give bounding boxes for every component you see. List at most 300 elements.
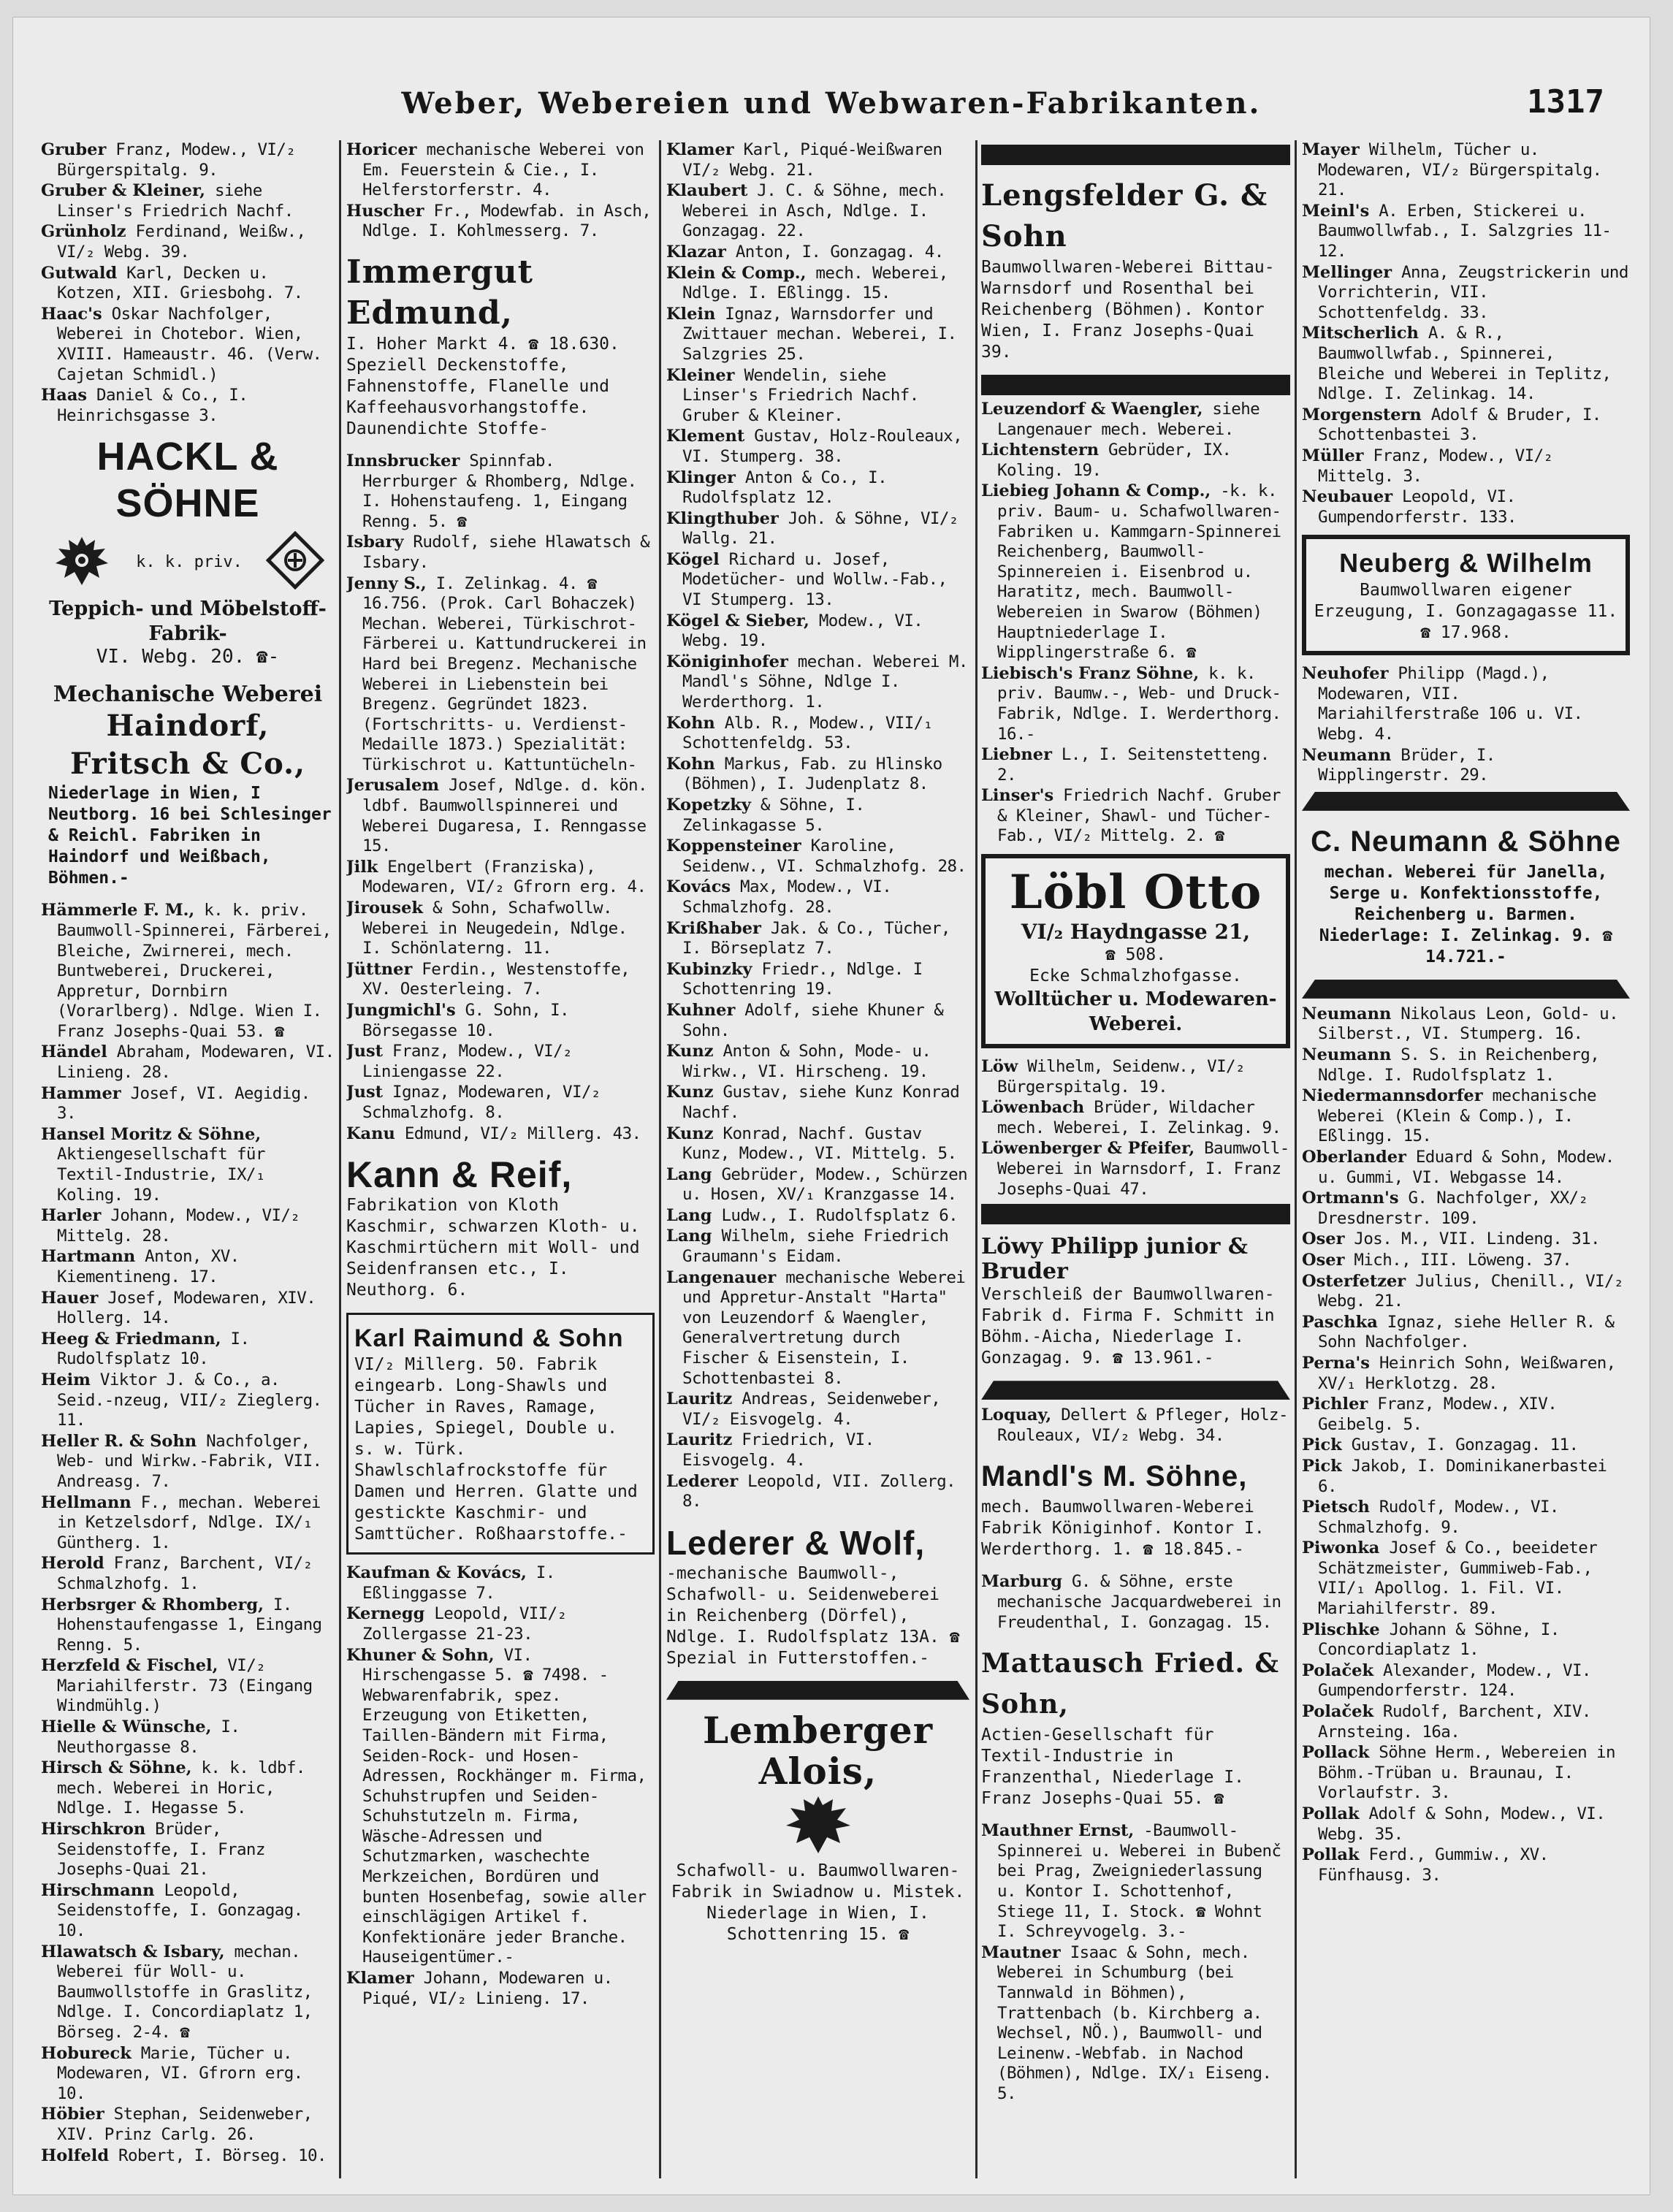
entry-details: Gustav, Holz-Rouleaux, VI. Stumperg. 38. — [682, 427, 963, 466]
entry-name: Jenny S., — [346, 573, 427, 593]
entry-details: Johann, Modewaren u. Piqué, VI/₂ Linieng. 17. — [362, 1969, 613, 2008]
entry-name: Pichler — [1302, 1395, 1368, 1414]
directory-entry — [41, 2044, 335, 2105]
entry-name: Mellinger — [1302, 262, 1392, 282]
entry-name: Paschka — [1302, 1312, 1378, 1332]
entry-details: Karl, Piqué-Weißwaren VI/₂ Webg. 21. — [682, 140, 942, 180]
ad-title: Mattausch Fried. & Sohn, — [981, 1648, 1280, 1720]
entry-details: Ignaz, Warnsdorfer und Zwittauer mechan. Weberei, I. Salzgries 25. — [682, 304, 957, 364]
entry-details: S. S. in Reichenberg, Ndlge. I. Rudolfsplatz 1. — [1318, 1045, 1600, 1085]
ad-spec: Wolltücher u. Modewaren-Weberei. — [994, 988, 1277, 1036]
ad-priv: k. k. priv. — [136, 552, 243, 571]
entry-details: Jak. & Co., Tücher, I. Börseplatz 7. — [682, 918, 950, 958]
ad-title: Lengsfelder G. & Sohn — [981, 178, 1268, 253]
column-5 — [1302, 140, 1630, 2186]
directory-entry — [981, 786, 1290, 847]
entry-list — [346, 140, 655, 242]
directory-entry — [41, 1125, 335, 1205]
column-1 — [41, 140, 335, 2186]
directory-entry — [1302, 1251, 1630, 1271]
directory-entry — [666, 468, 969, 508]
column-4 — [981, 140, 1290, 2186]
ad-text: -mechanische Baumwoll-, Schafwoll- u. Seidenweberei in Reichenberg (Dörfel), Ndlge. I. Rudolfsplatz 13A. ☎ Spezial in Futterstoffen.- — [666, 1563, 960, 1668]
entry-details: Brüder, Wildacher mech. Weberei, I. Zelinkag. 9. — [997, 1098, 1281, 1137]
entry-name: Meinl's — [1302, 201, 1370, 221]
entry-details: Adolf, siehe Khuner & Sohn. — [682, 1000, 944, 1040]
directory-entry — [981, 745, 1290, 785]
ad-title: Lederer & Wolf, — [666, 1523, 926, 1562]
entry-details: Gebrüder, IX. Koling. 19. — [997, 441, 1232, 480]
directory-entry — [666, 1124, 969, 1164]
entry-name: Jüttner — [346, 959, 413, 979]
column-3 — [666, 140, 969, 2186]
directory-entry — [666, 611, 969, 652]
entry-details: Stephan, Seidenweber, XIV. Prinz Carlg. 26. — [57, 2105, 313, 2144]
entry-details: siehe Linser's Friedrich Nachf. — [57, 181, 294, 221]
entry-details: Jos. M., VII. Lindeng. 31. — [1354, 1229, 1600, 1249]
ad-title: Lemberger Alois, — [702, 1708, 934, 1793]
entry-details: Franz, Barchent, VI/₂ Schmalzhofg. 1. — [57, 1554, 313, 1593]
directory-entry — [666, 1227, 969, 1267]
directory-entry — [1302, 1457, 1630, 1497]
directory-entry — [666, 305, 969, 365]
entry-details: Rudolf, Barchent, XIV. Arnsteing. 16a. — [1318, 1702, 1591, 1742]
directory-entry — [41, 181, 335, 221]
entry-name: Innsbrucker — [346, 451, 460, 470]
entry-name: Hobureck — [41, 2043, 132, 2063]
ad-text: Verschleiß der Baumwollwaren-Fabrik d. Firma F. Schmitt in Böhm.-Aicha, Niederlage I. Gonzagag. 9. ☎ 13.961.- — [981, 1285, 1275, 1368]
entry-details: Wilhelm, Seidenw., VI/₂ Bürgerspitalg. 19. — [997, 1057, 1245, 1097]
entry-name: Herbsrger & Rhomberg, — [41, 1595, 264, 1614]
double-eagle-icon — [51, 530, 113, 594]
directory-entry — [346, 533, 655, 573]
ad-lengsfelder — [981, 172, 1290, 366]
entry-details: Franz, Modew., VI/₂ Liniengasse 22. — [362, 1042, 573, 1081]
ad-title: Löbl Otto — [1009, 865, 1262, 920]
trademark-icon — [266, 531, 324, 592]
ad-text: Baumwollwaren-Weberei Bittau-Warnsdorf und Rosenthal bei Reichenberg (Böhmen). Kontor Wien, I. Franz Josephs-Quai 39. — [981, 258, 1275, 362]
entry-name: Jirousek — [346, 899, 423, 918]
divider-bar — [666, 1681, 969, 1700]
ad-line: Teppich- und Möbelstoff-Fabrik- — [49, 598, 327, 646]
entry-details: Ferd., Gummiw., XV. Fünfhausg. 3. — [1318, 1845, 1549, 1885]
entry-name: Huscher — [346, 201, 424, 221]
entry-name: Kunz — [666, 1083, 714, 1102]
entry-name: Hielle & Wünsche, — [41, 1717, 212, 1737]
ad-text: VI/₂ Millerg. 50. Fabrik eingearb. Long-Shawls und Tücher in Raves, Ramage, Lapies, Spiegel, Double u. s. w. Türk. Shawlschlafrockstoffe für Damen und Herren. Glatte und gestickte Kaschmir- und Samttücher. Roßhaarstoffe.- — [354, 1355, 638, 1544]
divider-bar — [981, 375, 1290, 395]
ad-text: mechan. Weberei für Janella, Serge u. Konfektionsstoffe, Reichenberg u. Barmen. Niederlage: I. Zelinkag. 9. ☎ 14.721.- — [1319, 862, 1613, 966]
entry-details: Aktiengesellschaft für Textil-Industrie, IX/₁ Koling. 19. — [57, 1145, 265, 1205]
entry-details: G. Nachfolger, XX/₂ Dresdnerstr. 109. — [1318, 1189, 1588, 1228]
directory-entry — [1302, 1229, 1630, 1250]
ad-address: VI/₂ Haydngasse 21, — [1021, 920, 1251, 945]
entry-name: Langenauer — [666, 1267, 777, 1287]
entry-name: Lang — [666, 1227, 712, 1246]
entry-details: Rudolf, siehe Hlawatsch & Isbary. — [362, 533, 650, 572]
entry-details: Gustav, I. Gonzagag. 11. — [1351, 1435, 1579, 1455]
entry-details: Fr., Modewfab. in Asch, Ndlge. I. Kohlmesserg. 7. — [362, 201, 652, 241]
directory-entry — [346, 858, 655, 898]
page-header — [13, 83, 1650, 127]
entry-name: Holfeld — [41, 2146, 110, 2165]
directory-entry — [41, 901, 335, 1042]
entry-details: Anton & Co., I. Rudolfsplatz 12. — [682, 468, 888, 508]
entry-name: Kanu — [346, 1124, 395, 1143]
directory-entry — [1302, 140, 1630, 201]
ad-lemberger — [666, 1707, 969, 1948]
entry-name: Klein & Comp., — [666, 263, 807, 283]
entry-name: Harler — [41, 1206, 102, 1226]
entry-details: Daniel & Co., I. Heinrichsgasse 3. — [57, 386, 248, 425]
ad-line: VI. Webg. 20. ☎- — [96, 646, 280, 668]
ad-cneumann — [1302, 818, 1630, 971]
entry-details: Johann, Modew., VI/₂ Mittelg. 28. — [57, 1206, 300, 1246]
directory-entry — [41, 2146, 335, 2167]
directory-entry — [666, 652, 969, 713]
ad-text: Actien-Gesellschaft für Textil-Industrie in Franzenthal, Niederlage I. Franz Josephs-Quai 55. ☎ — [981, 1725, 1245, 1809]
ad-hackl — [41, 430, 335, 671]
directory-entry — [346, 1083, 655, 1123]
ad-haindorf — [41, 679, 335, 892]
ad-loewy — [981, 1232, 1290, 1372]
entry-details: Leopold, VII. Zollerg. 8. — [682, 1471, 956, 1511]
directory-entry — [41, 1881, 335, 1942]
entry-details: Josef & Co., beeideter Schätzmeister, Gummiweb-Fab., VII/₁ Apollog. 1. Fil. VI. Mariahilferstr. 89. — [1318, 1538, 1598, 1619]
entry-details: & Söhne, I. Zelinkagasse 5. — [682, 796, 865, 835]
entry-name: Pollack — [1302, 1743, 1370, 1763]
divider-bar — [981, 145, 1290, 165]
directory-entry — [346, 1969, 655, 2009]
entry-details: Josef, VI. Aegidig. 3. — [57, 1083, 310, 1124]
directory-entry — [1302, 1620, 1630, 1660]
directory-entry — [1302, 263, 1630, 324]
ad-mandl — [981, 1453, 1290, 1563]
entry-details: G. & Söhne, erste mechanische Jacquardweberei in Freudenthal, I. Gonzagag. 15. — [997, 1572, 1281, 1632]
entry-name: Ortmann's — [1302, 1189, 1399, 1208]
directory-entry — [346, 1124, 655, 1145]
directory-entry — [1302, 746, 1630, 786]
entry-name: Marburg — [981, 1572, 1063, 1592]
entry-details: Julius, Chenill., VI/₂ Webg. 21. — [1318, 1271, 1623, 1311]
entry-details: Jakob, I. Dominikanerbastei 6. — [1318, 1456, 1607, 1496]
directory-entry — [981, 664, 1290, 744]
directory-entry — [666, 836, 969, 877]
entry-details: Wilhelm, siehe Friedrich Graumann's Eidam. — [682, 1227, 949, 1267]
entry-details: Leopold, VI. Gumpendorferstr. 133. — [1318, 487, 1517, 527]
column-divider — [1295, 140, 1297, 2178]
ad-text: I. Hoher Markt 4. ☎ 18.630. Speziell Deckenstoffe, Fahnenstoffe, Flanelle und Kaffeehausvorhangstoffe. Daunendichte Stoffe- — [346, 334, 620, 438]
entry-name: Kopetzky — [666, 796, 751, 815]
directory-entry — [1302, 1004, 1630, 1045]
entry-name: Jungmichl's — [346, 1001, 456, 1020]
entry-details: Gustav, siehe Kunz Konrad Nachf. — [682, 1083, 960, 1122]
ad-emblems — [41, 527, 335, 597]
directory-entry — [666, 1001, 969, 1041]
entry-name: Klingthuber — [666, 508, 779, 528]
entry-details: Dellert & Pfleger, Holz-Rouleaux, VI/₂ Webg. 34. — [997, 1406, 1288, 1445]
entry-details: Modew., VI. Webg. 19. — [682, 611, 923, 651]
entry-details: I. Neuthorgasse 8. — [57, 1717, 240, 1757]
entry-name: Oberlander — [1302, 1148, 1406, 1167]
directory-entry — [1302, 1743, 1630, 1804]
entry-name: Lichtenstern — [981, 441, 1100, 460]
divider-bar — [981, 1381, 1290, 1400]
directory-entry — [346, 1604, 655, 1644]
entry-list — [981, 1057, 1290, 1200]
entry-name: Kögel & Sieber, — [666, 611, 809, 630]
directory-entry — [981, 1821, 1290, 1942]
directory-entry — [41, 386, 335, 426]
entry-details: -k. k. priv. Baum- u. Schafwollwaren-Fabriken u. Kammgarn-Spinnerei Reichenberg, Baumwoll-Spinnereien i. Eisenbrod u. Haratitz, mech. Baumwoll-Webereien in Swarow (Böhmen) Hauptniederlage I. Wipplingerstraße 6. ☎ — [997, 481, 1281, 663]
entry-details: Brüder, Seidenstoffe, I. Franz Josephs-Quai 21. — [57, 1820, 265, 1880]
directory-entry — [1302, 1804, 1630, 1845]
ad-text: Fabrikation von Kloth Kaschmir, schwarzen Kloth- u. Kaschmirtüchern mit Woll- und Seidenfransen etc., I. Neuthorg. 6. — [346, 1196, 640, 1300]
entry-details: Gebrüder, Modew., Schürzen u. Hosen, XV/₁ Kranzgasse 14. — [682, 1164, 968, 1205]
entry-details: Nikolaus Leon, Gold- u. Silberst., VI. Stumperg. 16. — [1318, 1004, 1619, 1044]
directory-entry — [1302, 1313, 1630, 1353]
entry-name: Müller — [1302, 446, 1364, 465]
directory-entry — [1302, 664, 1630, 744]
ad-title: C. Neumann & Söhne — [1311, 825, 1621, 858]
entry-name: Pollak — [1302, 1804, 1360, 1823]
entry-name: Osterfetzer — [1302, 1271, 1406, 1291]
entry-details: siehe Langenauer mech. Weberei. — [997, 400, 1260, 439]
directory-entry — [666, 264, 969, 304]
entry-name: Kernegg — [346, 1604, 425, 1624]
directory-entry — [346, 776, 655, 856]
entry-details: Karoline, Seidenw., VI. Schmalzhofg. 28. — [682, 836, 967, 876]
directory-entry — [666, 1389, 969, 1430]
entry-details: Abraham, Modewaren, VI. Linieng. 28. — [57, 1042, 335, 1083]
entry-details: mechan. Weberei M. Mandl's Söhne, Ndlge I. Werderthorg. 1. — [682, 652, 968, 712]
entry-name: Perna's — [1302, 1353, 1370, 1373]
directory-entry — [41, 1084, 335, 1124]
entry-details: Engelbert (Franziska), Modewaren, VI/₂ Gfrorn erg. 4. — [362, 857, 647, 897]
directory-entry — [1302, 324, 1630, 404]
entry-name: Klaubert — [666, 181, 748, 201]
entry-list — [41, 901, 335, 2166]
entry-details: Ignaz, Modewaren, VI/₂ Schmalzhofg. 8. — [362, 1083, 601, 1122]
directory-entry — [666, 427, 969, 467]
directory-entry — [346, 202, 655, 242]
entry-details: Philipp (Magd.), Modewaren, VII. Mariahilferstraße 106 u. VI. Webg. 4. — [1318, 664, 1583, 744]
entry-details: Rudolf, Modew., VI. Schmalzhofg. 9. — [1318, 1498, 1559, 1537]
directory-entry — [1302, 1538, 1630, 1619]
entry-name: Pick — [1302, 1456, 1342, 1476]
directory-entry — [346, 574, 655, 776]
entry-name: Gutwald — [41, 263, 118, 283]
entry-name: Kubinzky — [666, 959, 752, 979]
directory-entry — [666, 1206, 969, 1227]
entry-details: -Baumwoll-Spinnerei u. Weberei in Bubenč bei Prag, Zweigniederlassung u. Kontor I. Schottenhof, Stiege 11, I. Stock. ☎ Wohnt I. Schreyvogelg. 3.- — [997, 1821, 1281, 1942]
ad-raimund — [346, 1313, 655, 1555]
directory-entry — [346, 140, 655, 201]
directory-entry — [346, 1563, 655, 1603]
entry-details: Anton & Sohn, Mode- u. Wirkw., VI. Hirscheng. 19. — [682, 1042, 931, 1081]
entry-name: Hirschkron — [41, 1820, 146, 1839]
entry-name: Hlawatsch & Isbary, — [41, 1942, 225, 1961]
entry-name: Just — [346, 1042, 384, 1061]
entry-name: Grünholz — [41, 222, 126, 242]
entry-details: I. Hohenstaufengasse 1, Eingang Renng. 5. — [57, 1595, 322, 1655]
directory-entry — [981, 1098, 1290, 1138]
entry-details: Anton, XV. Kiementineng. 17. — [57, 1247, 240, 1286]
directory-entry — [346, 451, 655, 532]
ad-text: mech. Baumwollwaren-Weberei Fabrik Königinhof. Kontor I. Werderthorg. 1. ☎ 18.845.- — [981, 1498, 1265, 1560]
directory-entry — [1302, 1498, 1630, 1538]
entry-details: Karl, Decken u. Kotzen, XII. Griesbohg. 7. — [57, 263, 303, 303]
entry-name: Königinhofer — [666, 652, 788, 671]
directory-entry — [1302, 1045, 1630, 1086]
divider-bar — [1302, 980, 1630, 999]
entry-name: Pollak — [1302, 1845, 1360, 1865]
entry-details: k. k. ldbf. mech. Weberei in Horic, Ndlge. I. Hegasse 5. — [57, 1758, 305, 1818]
entry-name: Oser — [1302, 1229, 1345, 1249]
entry-name: Leuzendorf & Waengler, — [981, 400, 1203, 419]
entry-details: VI. Hirschengasse 5. ☎ 7498. -Webwarenfabrik, spez. Erzeugung von Etiketten, Taillen-Bändern mit Firma, Seiden-Rock- und Hosen-Adressen, Rockhänger m. Firma, Schuhstrupfen und Seiden-Schuhstutzeln m. Firma, Wäsche-Adressen und Schutzmarken, waschechte Merkzeichen, Bordüren und bunten Hosenbefag, sowie aller einschlägigen Artikel f. Konfektionäre jeder Branche. Hauseigentümer.- — [362, 1645, 647, 1967]
directory-entry — [666, 140, 969, 180]
directory-entry — [981, 1406, 1290, 1446]
ad-phone: ☎ 508. — [1105, 945, 1167, 965]
entry-name: Neuhofer — [1302, 664, 1389, 684]
directory-entry — [666, 714, 969, 754]
entry-details: Alexander, Modew., VI. Gumpendorferstr. 124. — [1318, 1660, 1591, 1701]
entry-name: Neumann — [1302, 745, 1392, 765]
directory-entry — [41, 1595, 335, 1656]
directory-entry — [666, 1472, 969, 1512]
ad-title: Haindorf, Fritsch & Co., — [69, 709, 306, 782]
directory-entry — [41, 1042, 335, 1083]
entry-name: Haac's — [41, 304, 102, 324]
entry-name: Hansel Moritz & Söhne, — [41, 1124, 262, 1144]
entry-name: Hellmann — [41, 1492, 132, 1512]
entry-name: Gruber — [41, 140, 107, 159]
entry-list — [1302, 140, 1630, 527]
divider-bar — [1302, 792, 1630, 811]
directory-entry — [981, 1057, 1290, 1097]
entry-details: Ferdin., Westenstoffe, XV. Oesterleing. 7. — [362, 959, 630, 999]
entry-name: Pick — [1302, 1435, 1342, 1455]
entry-name: Lang — [666, 1205, 712, 1225]
entry-name: Hartmann — [41, 1247, 136, 1267]
entry-name: Kleiner — [666, 365, 735, 385]
ad-text: Baumwollwaren eigener Erzeugung, I. Gonzagagasse 11. ☎ 17.968. — [1314, 581, 1618, 643]
entry-name: Lederer — [666, 1471, 739, 1491]
entry-details: A. Erben, Stickerei u. Baumwollwfab., I. Salzgries 11-12. — [1318, 201, 1612, 261]
directory-entry — [981, 1572, 1290, 1633]
entry-details: mech. Weberei, Ndlge. I. Eßlingg. 15. — [682, 263, 948, 303]
entry-name: Höbier — [41, 2105, 104, 2124]
directory-entry — [41, 1493, 335, 1554]
entry-name: Liebner — [981, 745, 1052, 765]
entry-name: Gruber & Kleiner, — [41, 181, 205, 201]
entry-name: Linser's — [981, 786, 1054, 806]
entry-details: Franz, Modew., VI/₂ Bürgerspitalg. 9. — [57, 140, 296, 180]
entry-list — [666, 140, 969, 1512]
entry-name: Herold — [41, 1554, 104, 1574]
entry-name: Kovács — [666, 877, 731, 897]
double-eagle-icon — [782, 1847, 855, 1861]
entry-name: Mauthner Ernst, — [981, 1821, 1135, 1841]
directory-entry — [666, 550, 969, 611]
directory-entry — [41, 1289, 335, 1329]
entry-details: Joh. & Söhne, VI/₂ Wallg. 21. — [682, 508, 959, 549]
entry-details: F., mechan. Weberei in Ketzelsdorf, Ndlge. IX/₁ Güntherg. 1. — [57, 1492, 321, 1552]
entry-details: mechanische Weberei (Klein & Comp.), I. Eßlingg. 15. — [1318, 1086, 1596, 1146]
entry-details: Friedrich, VI. Eisvogelg. 4. — [682, 1430, 874, 1470]
directory-entry — [666, 1042, 969, 1082]
entry-details: k. k. priv. Baumwoll-Spinnerei, Färberei, Bleiche, Zwirnerei, mech. Buntweberei, Druckerei, Appretur, Dornbirn (Vorarlberg). Ndlge. Wien I. Franz Josephs-Quai 53. ☎ — [57, 901, 332, 1041]
entry-name: Lang — [666, 1164, 712, 1184]
entry-name: Mayer — [1302, 140, 1360, 159]
entry-name: Krißhaber — [666, 918, 761, 938]
entry-details: Adolf & Sohn, Modew., VI. Webg. 35. — [1318, 1804, 1606, 1844]
entry-name: Hammer — [41, 1083, 121, 1103]
ad-subtitle: Mechanische Weberei — [53, 682, 323, 708]
entry-name: Pietsch — [1302, 1498, 1370, 1517]
page — [13, 18, 1650, 2194]
entry-list — [981, 1572, 1290, 1633]
column-divider — [659, 140, 661, 2178]
entry-details: VI/₂ Mariahilferstr. 73 (Eingang Windmühlg.) — [57, 1656, 313, 1716]
entry-details: Viktor J. & Co., a. Seid.-nzeug, VII/₂ Zieglerg. 11. — [57, 1370, 322, 1430]
entry-name: Heim — [41, 1370, 91, 1389]
directory-entry — [41, 1432, 335, 1492]
entry-name: Herzfeld & Fischel, — [41, 1656, 218, 1676]
page-number: 1317 — [1527, 83, 1604, 121]
ad-corner: Ecke Schmalzhofgasse. — [1029, 966, 1242, 986]
directory-entry — [346, 1001, 655, 1041]
ad-title: Neuberg & Wilhelm — [1339, 548, 1593, 579]
directory-entry — [1302, 1272, 1630, 1312]
ad-title: Karl Raimund & Sohn — [354, 1324, 624, 1353]
directory-entry — [346, 1042, 655, 1082]
directory-entry — [666, 960, 969, 1000]
entry-list — [41, 140, 335, 426]
entry-details: Mich., III. Löweng. 37. — [1354, 1250, 1572, 1270]
entry-details: mechanische Weberei von Em. Feuerstein & Cie., I. Helferstorferstr. 4. — [362, 140, 644, 200]
directory-entry — [666, 1430, 969, 1471]
entry-details: Eduard & Sohn, Modew. u. Gummi, VI. Webgasse 14. — [1318, 1148, 1615, 1187]
entry-name: Morgenstern — [1302, 405, 1422, 424]
ad-loebl — [981, 854, 1290, 1048]
entry-details: Friedrich Nachf. Gruber & Kleiner, Shawl- und Tücher-Fab., VI/₂ Mittelg. 2. ☎ — [997, 786, 1281, 846]
directory-entry — [666, 181, 969, 242]
entry-name: Klazar — [666, 242, 726, 262]
entry-list — [981, 400, 1290, 847]
directory-entry — [1302, 1702, 1630, 1742]
entry-name: Oser — [1302, 1250, 1345, 1270]
entry-name: Liebieg Johann & Comp., — [981, 481, 1211, 501]
entry-details: Adolf & Bruder, I. Schottenbastei 3. — [1318, 405, 1601, 445]
entry-name: Heeg & Friedmann, — [41, 1329, 221, 1349]
entry-details: Spinnfab. Herrburger & Rhomberg, Ndlge. I. Hohenstaufeng. 1, Eingang Renng. 5. ☎ — [362, 451, 637, 531]
directory-entry — [41, 1370, 335, 1431]
entry-details: Ignaz, siehe Heller R. & Sohn Nachfolger. — [1318, 1312, 1615, 1352]
entry-details: Nachfolger, Web- und Wirkw.-Fabrik, VII. Andreasg. 7. — [57, 1431, 322, 1491]
entry-name: Löwenberger & Pfeifer, — [981, 1139, 1195, 1159]
column-divider — [975, 140, 977, 2178]
entry-details: Josef, Modewaren, XIV. Hollerg. 14. — [57, 1288, 316, 1328]
entry-name: Lauritz — [666, 1389, 733, 1409]
divider-bar — [981, 1204, 1290, 1224]
entry-details: J. C. & Söhne, mech. Weberei in Asch, Ndlge. I. Gonzagag. 22. — [682, 181, 947, 241]
entry-name: Klinger — [666, 468, 736, 487]
entry-name: Polaček — [1302, 1660, 1374, 1680]
directory-entry — [1302, 405, 1630, 446]
directory-entry — [981, 441, 1290, 481]
